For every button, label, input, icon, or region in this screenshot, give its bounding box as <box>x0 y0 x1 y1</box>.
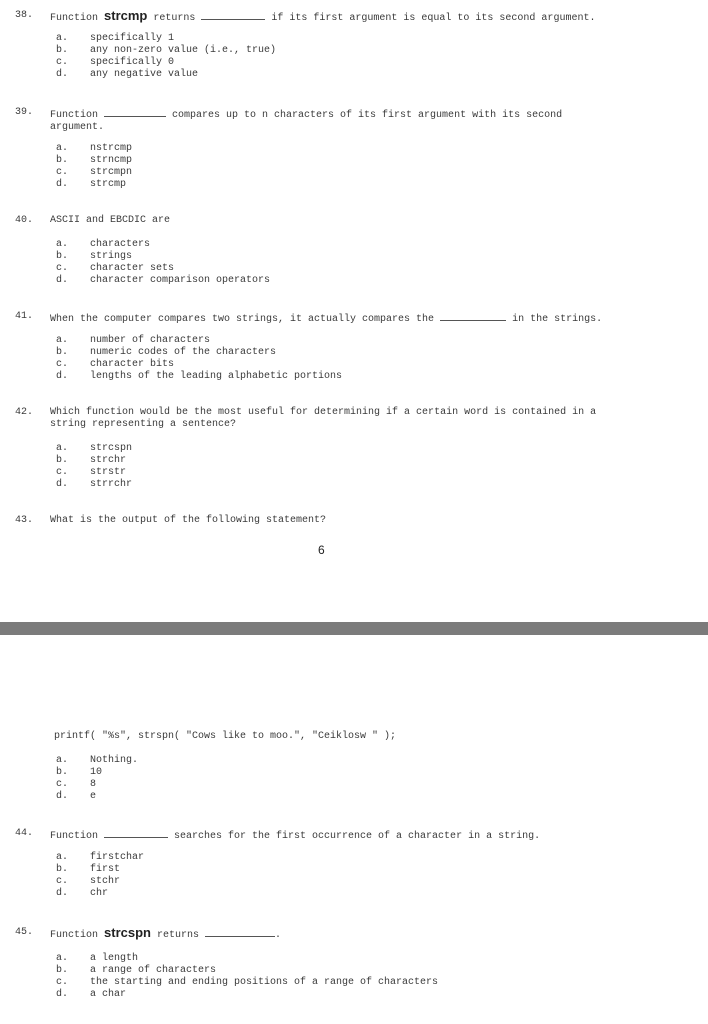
option-letter: c. <box>56 977 69 988</box>
option-44a[interactable] <box>0 852 708 864</box>
option-text: 10 <box>90 767 103 778</box>
option-text: strcmp <box>90 179 127 190</box>
option-39a[interactable] <box>0 143 708 155</box>
option-letter: c. <box>56 167 69 178</box>
option-text: first <box>90 864 121 875</box>
option-text: character bits <box>90 359 175 370</box>
option-letter: b. <box>56 864 69 875</box>
option-letter: b. <box>56 251 69 262</box>
option-43c[interactable] <box>0 779 708 791</box>
option-text: strstr <box>90 467 127 478</box>
function-name: strcmp <box>104 8 148 23</box>
answer-blank <box>104 828 168 838</box>
option-45a[interactable] <box>0 953 708 965</box>
option-text: strings <box>90 251 133 262</box>
option-letter: b. <box>56 767 69 778</box>
option-letter: a. <box>56 852 69 863</box>
question-text-part: . <box>275 930 282 941</box>
option-40d[interactable] <box>0 275 708 287</box>
question-text <box>50 10 670 25</box>
option-41b[interactable] <box>0 347 708 359</box>
option-44c[interactable] <box>0 876 708 888</box>
option-40c[interactable] <box>0 263 708 275</box>
question-text-part: Function <box>50 831 105 842</box>
question-number: 45. <box>15 927 34 938</box>
option-text: number of characters <box>90 335 211 346</box>
page-bottom <box>0 635 708 1024</box>
answer-blank <box>205 927 275 937</box>
question-number: 43. <box>15 515 34 526</box>
option-text: e <box>90 791 97 802</box>
option-text: strcspn <box>90 443 133 454</box>
option-40a[interactable] <box>0 239 708 251</box>
option-letter: a. <box>56 239 69 250</box>
question-number: 39. <box>15 107 34 118</box>
option-text: any negative value <box>90 69 199 80</box>
option-44d[interactable] <box>0 888 708 900</box>
option-38b[interactable] <box>0 45 708 57</box>
option-text: character sets <box>90 263 175 274</box>
option-text: strncmp <box>90 155 133 166</box>
option-text: 8 <box>90 779 97 790</box>
option-letter: a. <box>56 443 69 454</box>
option-letter: d. <box>56 179 69 190</box>
question-text-part: returns <box>150 930 205 941</box>
option-letter: b. <box>56 155 69 166</box>
option-41d[interactable] <box>0 371 708 383</box>
option-text: character comparison operators <box>90 275 271 286</box>
option-letter: c. <box>56 57 69 68</box>
option-letter: d. <box>56 989 69 1000</box>
question-text-part: Function <box>50 13 105 24</box>
question-text: What is the output of the following statement? <box>50 515 327 526</box>
option-text: any non-zero value (i.e., true) <box>90 45 277 56</box>
option-letter: c. <box>56 779 69 790</box>
option-39d[interactable] <box>0 179 708 191</box>
option-42a[interactable] <box>0 443 708 455</box>
option-text: Nothing. <box>90 755 139 766</box>
option-39c[interactable] <box>0 167 708 179</box>
page-divider <box>0 622 708 635</box>
option-letter: a. <box>56 953 69 964</box>
option-letter: c. <box>56 467 69 478</box>
answer-blank <box>440 311 506 321</box>
question-text-part: if its first argument is equal to its second argument. <box>265 13 596 24</box>
question-text <box>50 311 670 326</box>
option-letter: c. <box>56 876 69 887</box>
question-text-part: string representing a sentence? <box>50 419 237 430</box>
option-text: numeric codes of the characters <box>90 347 277 358</box>
question-text-part: in the strings. <box>506 314 603 325</box>
question-number: 40. <box>15 215 34 226</box>
option-41c[interactable] <box>0 359 708 371</box>
option-letter: b. <box>56 965 69 976</box>
question-text-part: When the computer compares two strings, it actually compares the <box>50 314 441 325</box>
question-number: 42. <box>15 407 34 418</box>
option-43a[interactable] <box>0 755 708 767</box>
option-letter: d. <box>56 371 69 382</box>
option-45b[interactable] <box>0 965 708 977</box>
function-name: strcspn <box>104 925 151 940</box>
option-text: a range of characters <box>90 965 217 976</box>
option-38d[interactable] <box>0 69 708 81</box>
option-42c[interactable] <box>0 467 708 479</box>
option-text: strchr <box>90 455 127 466</box>
option-letter: a. <box>56 755 69 766</box>
option-letter: b. <box>56 455 69 466</box>
question-number: 44. <box>15 828 34 839</box>
option-38c[interactable] <box>0 57 708 69</box>
option-43d[interactable] <box>0 791 708 803</box>
option-38a[interactable] <box>0 33 708 45</box>
option-letter: d. <box>56 888 69 899</box>
question-number: 41. <box>15 311 34 322</box>
option-letter: a. <box>56 143 69 154</box>
option-letter: c. <box>56 263 69 274</box>
option-text: nstrcmp <box>90 143 133 154</box>
option-42b[interactable] <box>0 455 708 467</box>
question-text <box>50 407 670 431</box>
answer-blank <box>201 10 265 20</box>
option-43b[interactable] <box>0 767 708 779</box>
option-letter: d. <box>56 69 69 80</box>
option-letter: c. <box>56 359 69 370</box>
code-statement: printf( "%s", strspn( "Cows like to moo.", "Ceiklosw " ); <box>54 731 397 742</box>
question-text-part: Function <box>50 110 105 121</box>
option-letter: a. <box>56 335 69 346</box>
question-text: ASCII and EBCDIC are <box>50 215 171 226</box>
question-text <box>50 107 670 134</box>
option-text: characters <box>90 239 151 250</box>
question-text <box>50 828 670 843</box>
option-40b[interactable] <box>0 251 708 263</box>
page-number: 6 <box>318 543 325 557</box>
option-text: the starting and ending positions of a range of characters <box>90 977 439 988</box>
option-letter: a. <box>56 33 69 44</box>
option-45d[interactable] <box>0 989 708 1001</box>
option-letter: d. <box>56 479 69 490</box>
option-text: strcmpn <box>90 167 133 178</box>
question-text-part: compares up to n characters of its first argument with its second <box>166 110 563 121</box>
option-text: specifically 0 <box>90 57 175 68</box>
question-text-part: searches for the first occurrence of a character in a string. <box>168 831 541 842</box>
option-42d[interactable] <box>0 479 708 491</box>
option-text: chr <box>90 888 109 899</box>
option-45c[interactable] <box>0 977 708 989</box>
option-text: a char <box>90 989 127 1000</box>
option-44b[interactable] <box>0 864 708 876</box>
answer-blank <box>104 107 166 117</box>
question-text-part: Which function would be the most useful for determining if a certain word is contained in a <box>50 407 597 418</box>
option-39b[interactable] <box>0 155 708 167</box>
option-letter: b. <box>56 347 69 358</box>
question-text-part: returns <box>147 13 202 24</box>
option-letter: b. <box>56 45 69 56</box>
option-letter: d. <box>56 791 69 802</box>
option-text: a length <box>90 953 139 964</box>
option-text: specifically 1 <box>90 33 175 44</box>
option-text: firstchar <box>90 852 145 863</box>
option-text: lengths of the leading alphabetic portions <box>90 371 343 382</box>
option-41a[interactable] <box>0 335 708 347</box>
question-text-part: argument. <box>50 122 105 133</box>
option-text: strrchr <box>90 479 133 490</box>
question-text <box>50 927 670 942</box>
option-letter: d. <box>56 275 69 286</box>
question-text-part: Function <box>50 930 105 941</box>
question-number: 38. <box>15 10 34 21</box>
option-text: stchr <box>90 876 121 887</box>
